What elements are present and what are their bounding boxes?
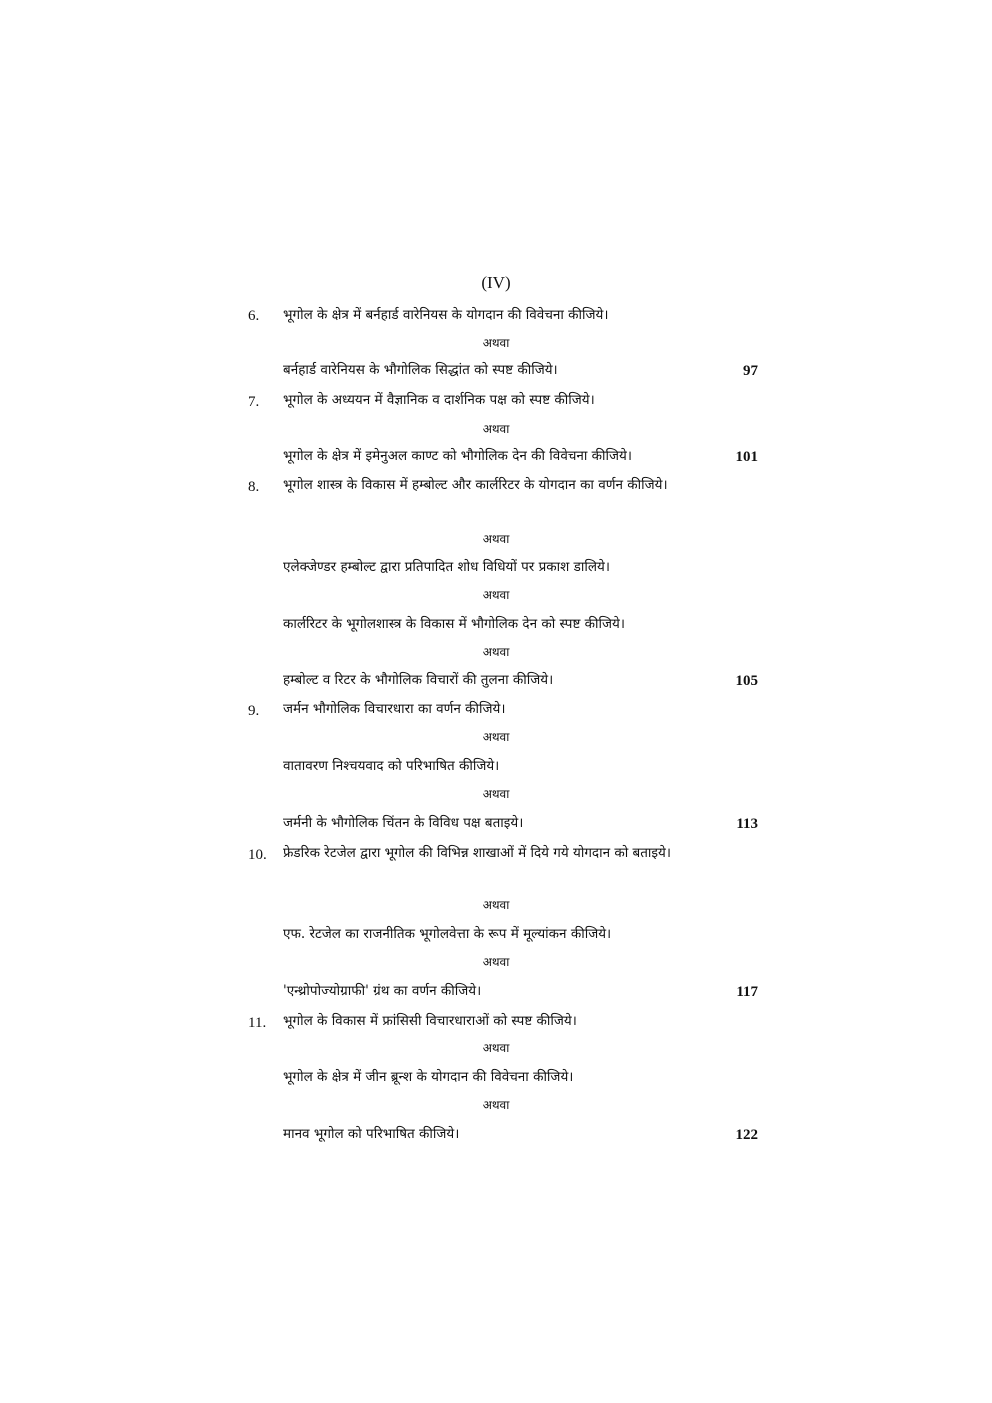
question-10-line-3: 'एन्थ्रोपोज्योग्राफी' ग्रंथ का वर्णन कीजिये। <box>283 983 482 999</box>
or-label: अथवा <box>482 1098 510 1112</box>
question-9-line-2: वातावरण निश्चयवाद को परिभाषित कीजिये। <box>283 758 500 774</box>
or-label: अथवा <box>482 422 510 436</box>
or-label: अथवा <box>482 336 510 350</box>
or-label: अथवा <box>482 787 510 801</box>
question-7-line-2: भूगोल के क्षेत्र में इमेनुअल काण्ट को भौगोलिक देन की विवेचना कीजिये। <box>283 448 632 464</box>
page-header: (IV) <box>481 273 511 292</box>
page-number-11: 122 <box>735 1127 758 1143</box>
question-10-line-1: फ्रेडरिक रेटजेल द्वारा भूगोल की विभिन्न शाखाओं में दिये गये योगदान को बताइये। <box>283 845 672 861</box>
page-number-10: 117 <box>736 984 758 1000</box>
question-6-line-1: भूगोल के क्षेत्र में बर्नहार्ड वारेनियस के योगदान की विवेचना कीजिये। <box>283 307 609 323</box>
page-number-7: 101 <box>735 449 758 465</box>
question-number-6: 6. <box>248 308 260 324</box>
question-8-line-1: भूगोल शास्त्र के विकास में हम्बोल्ट और कार्लरिटर के योगदान का वर्णन कीजिये। <box>283 477 668 493</box>
question-7-line-1: भूगोल के अध्ययन में वैज्ञानिक व दार्शनिक पक्ष को स्पष्ट कीजिये। <box>283 392 595 408</box>
or-label: अथवा <box>482 898 510 912</box>
question-number-7: 7. <box>248 394 260 410</box>
question-6-line-2: बर्नहार्ड वारेनियस के भौगोलिक सिद्धांत को स्पष्ट कीजिये। <box>283 362 558 378</box>
question-number-10: 10. <box>248 847 267 863</box>
or-label: अथवा <box>482 955 510 969</box>
or-label: अथवा <box>482 1041 510 1055</box>
or-label: अथवा <box>482 532 510 546</box>
question-9-line-3: जर्मनी के भौगोलिक चिंतन के विविध पक्ष बताइये। <box>283 815 524 831</box>
page-number-9: 113 <box>736 816 758 832</box>
question-9-line-1: जर्मन भौगोलिक विचारधारा का वर्णन कीजिये। <box>283 701 506 717</box>
question-number-9: 9. <box>248 703 260 719</box>
or-label: अथवा <box>482 588 510 602</box>
question-10-line-2: एफ. रेटजेल का राजनीतिक भूगोलवेत्ता के रूप में मूल्यांकन कीजिये। <box>283 926 612 942</box>
question-11-line-1: भूगोल के विकास में फ्रांसिसी विचारधाराओं को स्पष्ट कीजिये। <box>283 1013 577 1029</box>
question-11-line-3: मानव भूगोल को परिभाषित कीजिये। <box>283 1126 460 1142</box>
question-8-line-2: एलेक्जेण्डर हम्बोल्ट द्वारा प्रतिपादित शोध विधियों पर प्रकाश डालिये। <box>283 559 610 575</box>
question-number-8: 8. <box>248 479 260 495</box>
question-8-line-4: हम्बोल्ट व रिटर के भौगोलिक विचारों की तुलना कीजिये। <box>283 672 554 688</box>
question-8-line-3: कार्लरिटर के भूगोलशास्त्र के विकास में भौगोलिक देन को स्पष्ट कीजिये। <box>283 616 625 632</box>
or-label: अथवा <box>482 645 510 659</box>
page-number-6: 97 <box>743 363 758 379</box>
or-label: अथवा <box>482 730 510 744</box>
question-11-line-2: भूगोल के क्षेत्र में जीन ब्रून्श के योगदान की विवेचना कीजिये। <box>283 1069 574 1085</box>
question-number-11: 11. <box>248 1015 267 1031</box>
page-number-8: 105 <box>735 673 758 689</box>
